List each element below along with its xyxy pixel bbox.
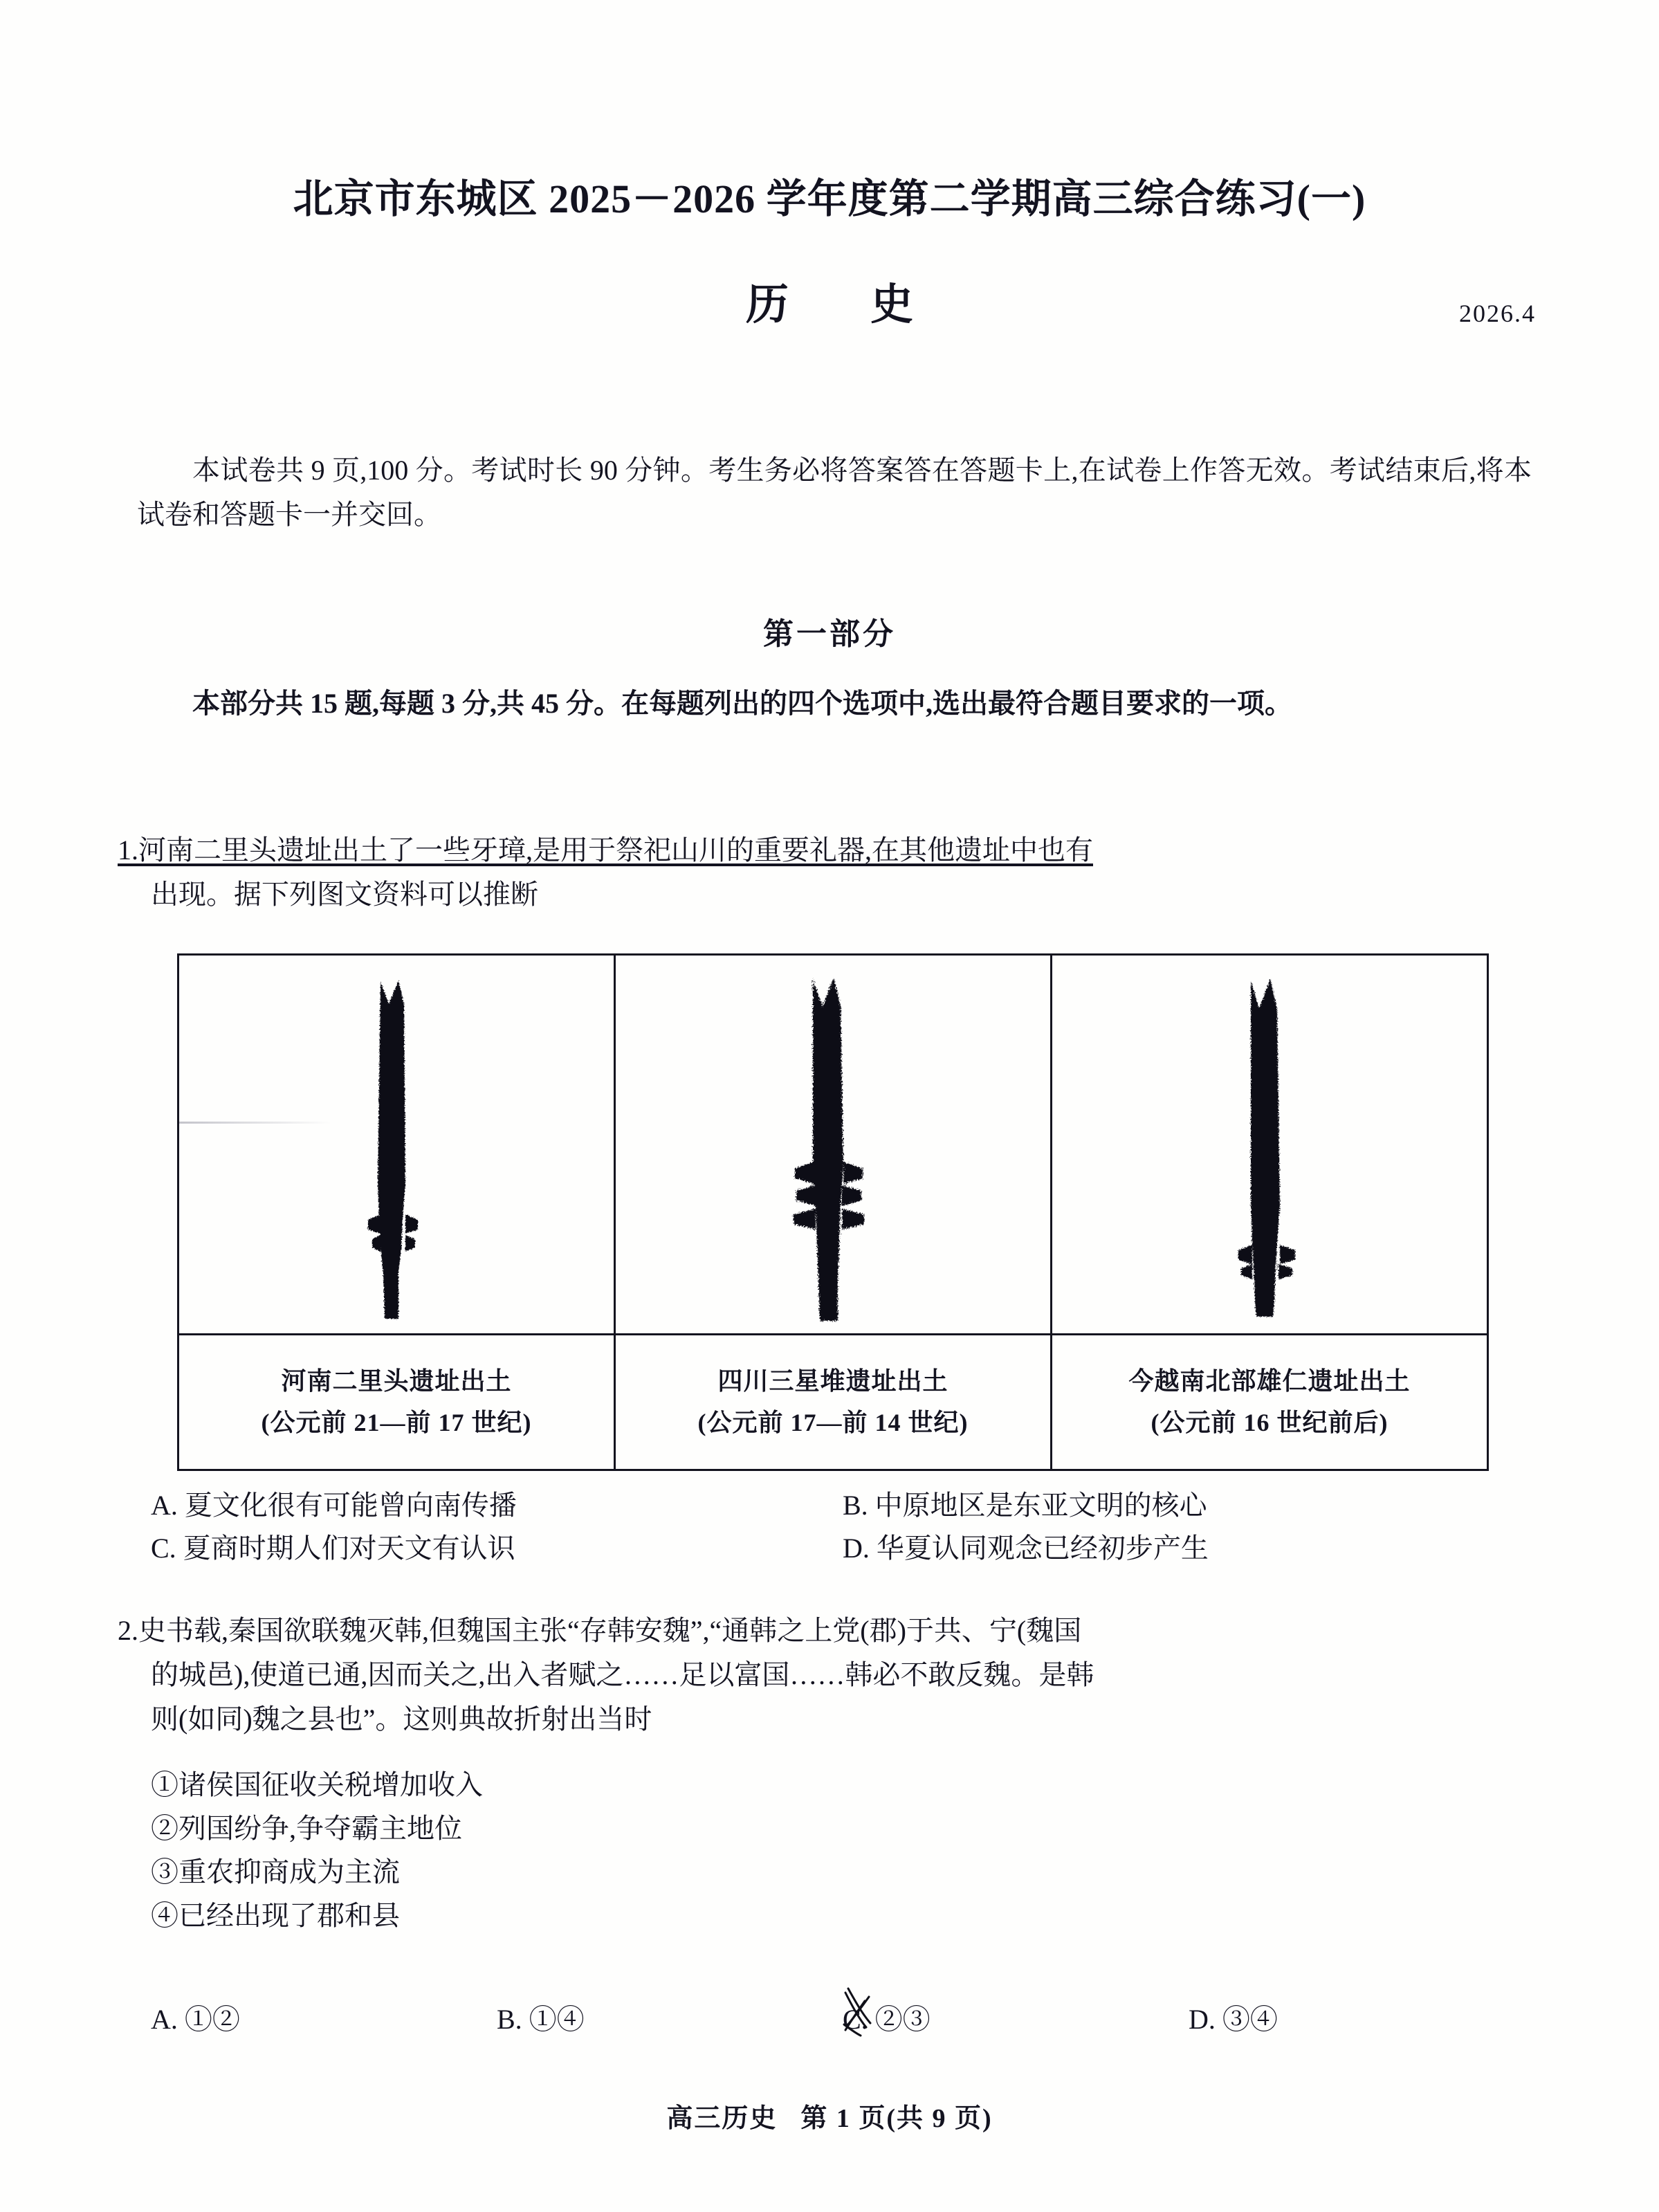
figure-caption-3 — [1052, 1333, 1487, 1469]
question-1-option-c[interactable]: C. 夏商时期人们对天文有认识 — [151, 1533, 515, 1564]
figure-column-1 — [179, 956, 614, 1469]
question-2-sub-item-3: ③重农抑商成为主流 — [151, 1856, 400, 1887]
question-1-stem-line1: 河南二里头遗址出土了一些牙璋,是用于祭祀山川的重要礼器,在其他遗址中也有 — [138, 834, 1093, 866]
question-2-stem-line1: 史书载,秦国欲联魏灭韩,但魏国主张“存韩安魏”,“通韩之上党(郡)于共、宁(魏国 — [138, 1615, 1082, 1646]
question-1-options-row-1 — [151, 1484, 1534, 1527]
yazhang-blade-xiongren-image — [1052, 956, 1487, 1333]
page-footer — [0, 2096, 1659, 2135]
question-1-number: 1. — [118, 834, 138, 866]
question-1-options-row-2 — [151, 1527, 1534, 1570]
question-1-figure-table — [177, 953, 1489, 1471]
figure-caption-3-site: 今越南北部雄仁遗址出土 — [1128, 1367, 1411, 1396]
question-1-option-a[interactable]: A. 夏文化很有可能曾向南传播 — [151, 1490, 517, 1521]
question-2-option-d[interactable]: D. ③④ — [1189, 2004, 1278, 2035]
figure-caption-3-date: (公元前 16 世纪前后) — [1151, 1409, 1388, 1437]
question-2-number: 2. — [118, 1615, 138, 1646]
page-title: 北京市东城区 2025－2026 学年度第二学期高三综合练习(一) — [293, 176, 1366, 221]
blade-silhouette-2 — [753, 976, 913, 1322]
yazhang-blade-erlitou-image — [179, 956, 614, 1333]
question-1-options — [151, 1484, 1534, 1570]
footer-page-number: 第 1 页(共 9 页) — [800, 2104, 993, 2133]
exam-notice: 本试卷共 9 页,100 分。考试时长 90 分钟。考生务必将答案答在答题卡上,在试卷上作答无效。考试结束后,将本试卷和答题卡一并交回。 — [137, 455, 1532, 530]
part-heading: 第一部分 — [763, 617, 896, 651]
question-2-options — [151, 1998, 1534, 2041]
blade-silhouette-1 — [317, 976, 476, 1322]
question-2-sub-item-2: ②列国纷争,争夺霸主地位 — [151, 1813, 462, 1844]
question-2-stem-line2: 的城邑),使道已通,因而关之,出入者赋之……足以富国……韩必不敢反魏。是韩 — [151, 1659, 1094, 1690]
figure-column-2 — [614, 956, 1050, 1469]
scan-artifact — [179, 1122, 331, 1124]
question-2-sub-item-4: ④已经出现了郡和县 — [151, 1900, 400, 1931]
yazhang-blade-sanxingdui-image — [616, 956, 1050, 1333]
figure-caption-2-date: (公元前 17—前 14 世纪) — [697, 1409, 969, 1437]
question-2 — [118, 1609, 1536, 1742]
figure-caption-2-site: 四川三星堆遗址出土 — [717, 1367, 948, 1396]
blade-silhouette-3 — [1190, 976, 1349, 1322]
question-2-option-a[interactable]: A. ①② — [151, 2004, 240, 2035]
question-2-sub-items — [151, 1763, 1534, 1937]
footer-subject: 高三历史 — [666, 2104, 778, 2133]
question-2-option-c[interactable] — [843, 1998, 1189, 2041]
figure-column-3 — [1050, 956, 1487, 1469]
figure-caption-2 — [616, 1333, 1050, 1469]
subject-title: 历 史 — [745, 282, 933, 329]
exam-date: 2026.4 — [1459, 300, 1536, 327]
question-1-stem-line2: 出现。据下列图文资料可以推断 — [151, 879, 538, 910]
question-2-stem-line3: 则(如同)魏之县也”。这则典故折射出当时 — [151, 1703, 652, 1735]
question-1-option-d[interactable]: D. 华夏认同观念已经初步产生 — [843, 1533, 1209, 1564]
figure-caption-1-site: 河南二里头遗址出土 — [281, 1367, 512, 1396]
figure-caption-1-date: (公元前 21—前 17 世纪) — [261, 1409, 532, 1437]
question-2-option-b[interactable]: B. ①④ — [497, 2004, 585, 2035]
question-1 — [118, 828, 1536, 917]
part-instructions: 本部分共 15 题,每题 3 分,共 45 分。在每题列出的四个选项中,选出最符合题目要求的一项。 — [192, 688, 1292, 719]
subject-row — [0, 270, 1659, 353]
question-2-sub-item-1: ①诸侯国征收关税增加收入 — [151, 1769, 483, 1800]
figure-caption-1 — [179, 1333, 614, 1469]
question-2-options-row — [151, 1998, 1534, 2041]
question-2-option-c-label: C. ②③ — [843, 2004, 931, 2035]
question-1-option-b[interactable]: B. 中原地区是东亚文明的核心 — [843, 1490, 1207, 1521]
